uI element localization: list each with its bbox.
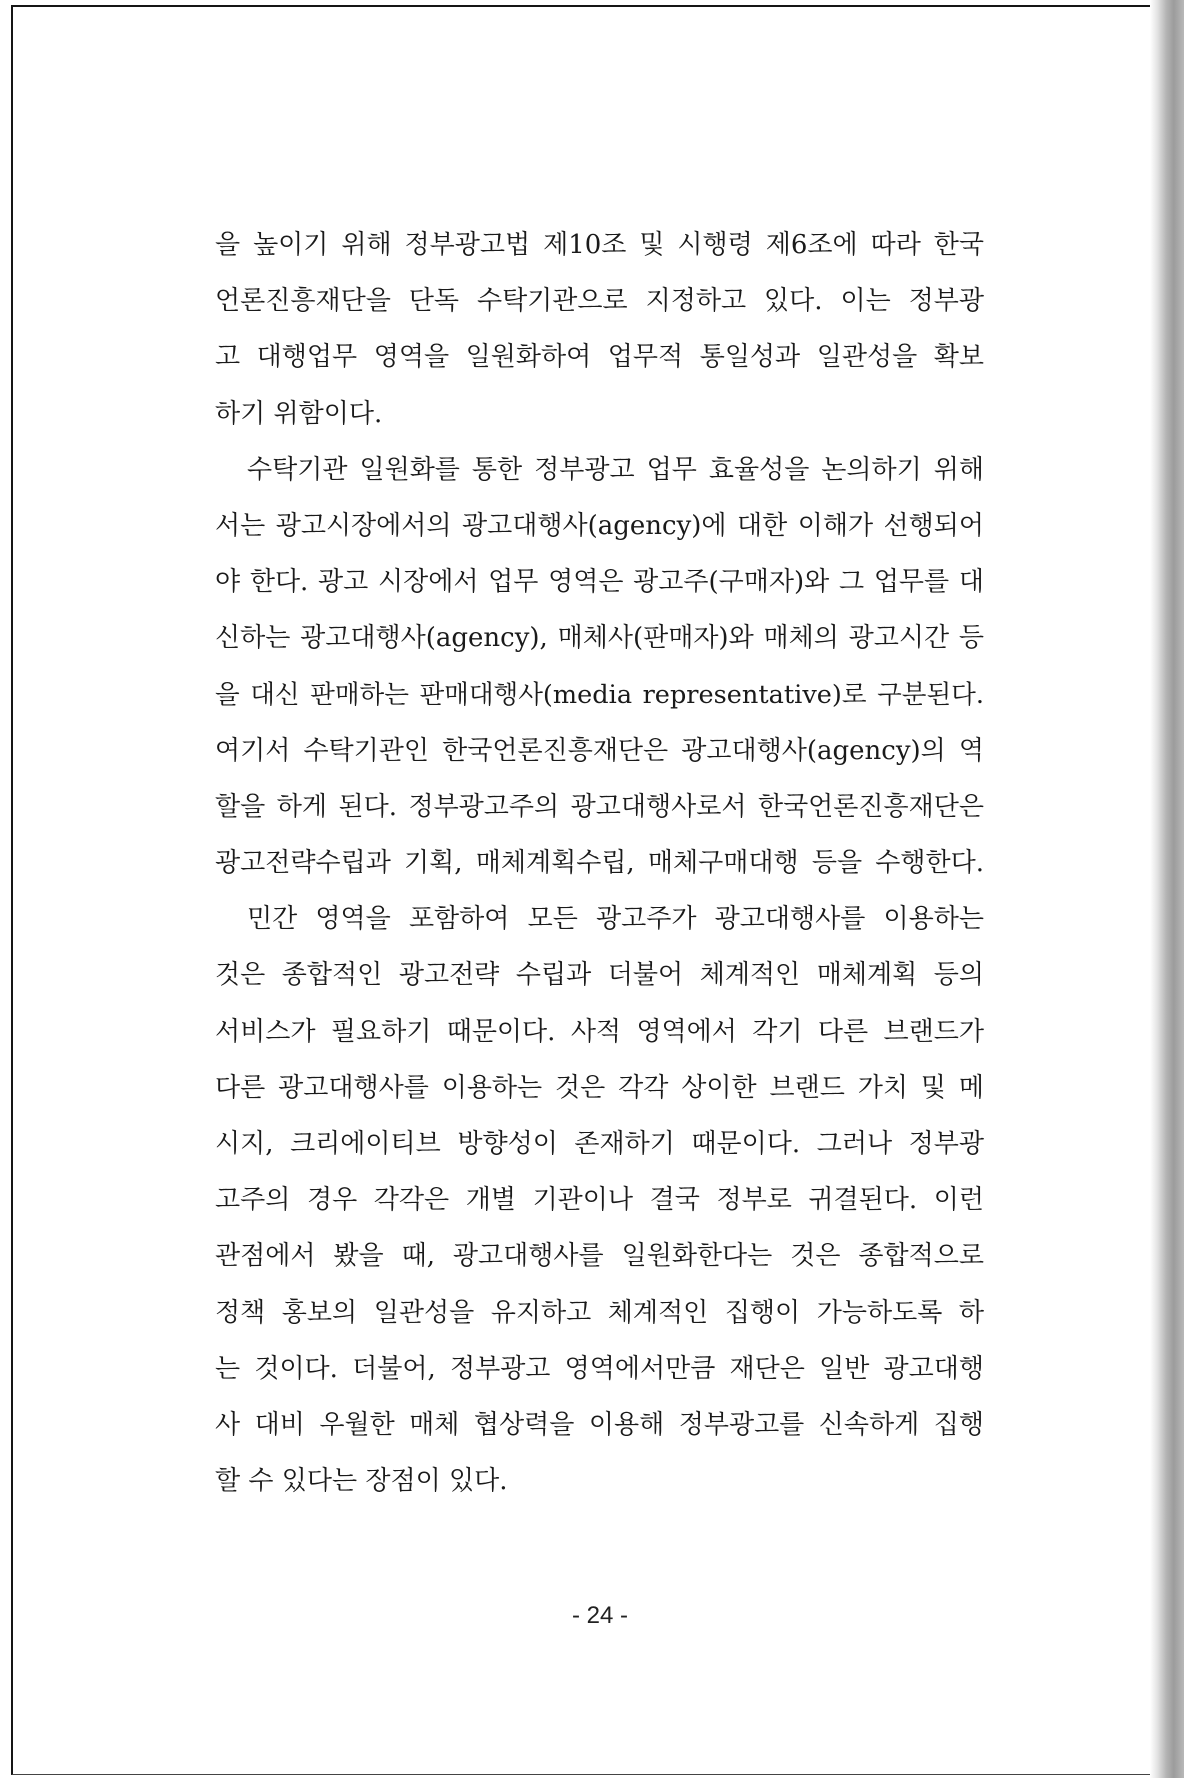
text-line: 수탁기관 일원화를 통한 정부광고 업무 효율성을 논의하기 위해 [247,454,984,485]
text-line: 것은 종합적인 광고전략 수립과 더불어 체계적인 매체계획 등의 [215,960,984,991]
page-edge-shadow [1150,0,1184,1778]
text-line: 야 한다. 광고 시장에서 업무 영역은 광고주(구매자)와 그 업무를 대 [215,567,984,598]
paragraph [215,217,984,442]
text-line: 서는 광고시장에서의 광고대행사(agency)에 대한 이해가 선행되어 [215,510,984,541]
body-text [215,217,984,1509]
text-line: 다른 광고대행사를 이용하는 것은 각각 상이한 브랜드 가치 및 메 [215,1072,984,1103]
text-line: 신하는 광고대행사(agency), 매체사(판매자)와 매체의 광고시간 등 [215,623,984,654]
text-line: 할을 하게 된다. 정부광고주의 광고대행사로서 한국언론진흥재단은 [215,791,984,822]
text-line: 언론진흥재단을 단독 수탁기관으로 지정하고 있다. 이는 정부광 [215,286,984,317]
text-line: 을 높이기 위해 정부광고법 제10조 및 시행령 제6조에 따라 한국 [215,230,984,260]
text-line: 고 대행업무 영역을 일원화하여 업무적 통일성과 일관성을 확보 [215,342,984,373]
page-number: - 24 - [571,1602,628,1629]
paragraph [215,891,984,1509]
text-line: 을 대신 판매하는 판매대행사(media representative)로 구분된다. [215,679,984,710]
text-line: 여기서 수탁기관인 한국언론진흥재단은 광고대행사(agency)의 역 [215,735,984,766]
text-line: 서비스가 필요하기 때문이다. 사적 영역에서 각기 다른 브랜드가 [215,1016,984,1047]
text-line: 광고전략수립과 기획, 매체계획수립, 매체구매대행 등을 수행한다. [215,848,984,879]
text-line: 사 대비 우월한 매체 협상력을 이용해 정부광고를 신속하게 집행 [215,1409,984,1440]
paragraph [215,442,984,892]
text-line: 는 것이다. 더불어, 정부광고 영역에서만큼 재단은 일반 광고대행 [215,1353,984,1384]
text-line: 하기 위함이다. [215,398,383,429]
text-line: 민간 영역을 포함하여 모든 광고주가 광고대행사를 이용하는 [247,904,984,935]
text-line: 정책 홍보의 일관성을 유지하고 체계적인 집행이 가능하도록 하 [215,1297,984,1328]
text-line: 관점에서 봤을 때, 광고대행사를 일원화한다는 것은 종합적으로 [215,1241,984,1272]
text-line: 고주의 경우 각각은 개별 기관이나 결국 정부로 귀결된다. 이런 [215,1185,984,1216]
text-line: 시지, 크리에이티브 방향성이 존재하기 때문이다. 그러나 정부광 [215,1129,984,1159]
text-line: 할 수 있다는 장점이 있다. [215,1466,508,1497]
